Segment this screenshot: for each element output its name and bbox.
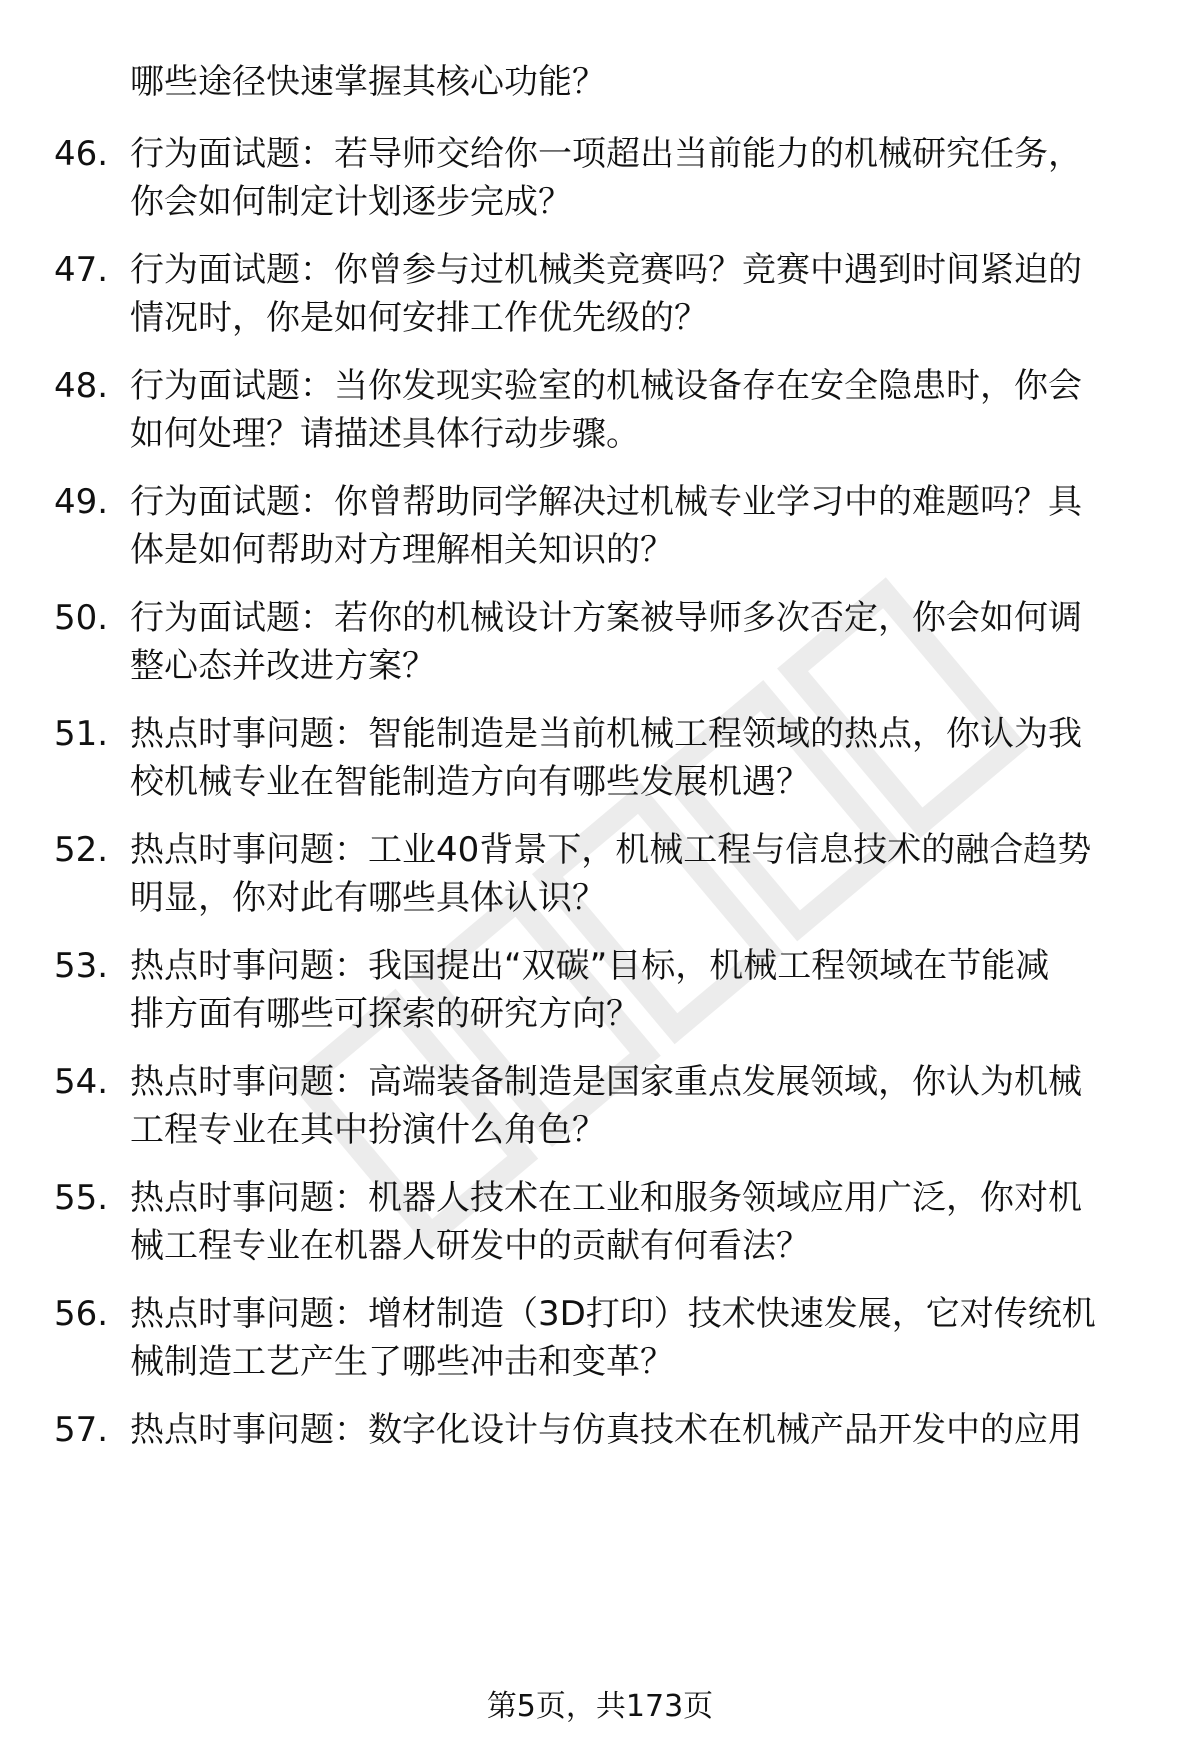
item-line: 体是如何帮助对方理解相关知识的？ bbox=[130, 530, 674, 570]
item-line: 明显，你对此有哪些具体认识？ bbox=[130, 878, 606, 918]
item-line: 热点时事问题：智能制造是当前机械工程领域的热点，你认为我 bbox=[130, 714, 1082, 754]
item-number: 57. bbox=[54, 1410, 109, 1450]
item-line: 整心态并改进方案？ bbox=[130, 646, 436, 686]
item-line: 工程专业在其中扮演什么角色？ bbox=[130, 1110, 606, 1150]
item-number: 54. bbox=[54, 1062, 109, 1102]
item-line: 行为面试题：若导师交给你一项超出当前能力的机械研究任务， bbox=[130, 134, 1082, 174]
item-line: 行为面试题：若你的机械设计方案被导师多次否定，你会如何调 bbox=[130, 598, 1082, 638]
item-number: 50. bbox=[54, 598, 109, 638]
item-number: 53. bbox=[54, 946, 109, 986]
item-line: 排方面有哪些可探索的研究方向？ bbox=[130, 994, 640, 1034]
item-number: 48. bbox=[54, 366, 109, 406]
item-number: 56. bbox=[54, 1294, 109, 1334]
item-line: 情况时，你是如何安排工作优先级的？ bbox=[130, 298, 708, 338]
continuation-line: 哪些途径快速掌握其核心功能？ bbox=[130, 62, 606, 102]
item-number: 47. bbox=[54, 250, 109, 290]
item-number: 52. bbox=[54, 830, 109, 870]
item-number: 55. bbox=[54, 1178, 109, 1218]
page-footer: 第5页，共173页 bbox=[486, 1689, 714, 1724]
item-line: 热点时事问题：我国提出“双碳”目标，机械工程领域在节能减 bbox=[130, 946, 1050, 986]
item-number: 49. bbox=[54, 482, 109, 522]
item-line: 如何处理？请描述具体行动步骤。 bbox=[130, 414, 640, 454]
item-line: 热点时事问题：增材制造（3D打印）技术快速发展，它对传统机 bbox=[130, 1294, 1096, 1334]
item-line: 热点时事问题：工业40背景下，机械工程与信息技术的融合趋势 bbox=[130, 830, 1092, 870]
item-line: 你会如何制定计划逐步完成？ bbox=[130, 182, 572, 222]
item-number: 46. bbox=[54, 134, 109, 174]
item-line: 热点时事问题：数字化设计与仿真技术在机械产品开发中的应用 bbox=[130, 1410, 1082, 1450]
item-line: 行为面试题：当你发现实验室的机械设备存在安全隐患时，你会 bbox=[130, 366, 1082, 406]
item-line: 行为面试题：你曾帮助同学解决过机械专业学习中的难题吗？具 bbox=[130, 482, 1082, 522]
item-number: 51. bbox=[54, 714, 109, 754]
item-line: 行为面试题：你曾参与过机械类竞赛吗？竞赛中遇到时间紧迫的 bbox=[130, 250, 1082, 290]
item-line: 热点时事问题：高端装备制造是国家重点发展领域，你认为机械 bbox=[130, 1062, 1082, 1102]
item-line: 校机械专业在智能制造方向有哪些发展机遇？ bbox=[130, 762, 810, 802]
item-line: 械制造工艺产生了哪些冲击和变革？ bbox=[130, 1342, 674, 1382]
item-line: 热点时事问题：机器人技术在工业和服务领域应用广泛，你对机 bbox=[130, 1178, 1082, 1218]
item-line: 械工程专业在机器人研发中的贡献有何看法？ bbox=[130, 1226, 810, 1266]
